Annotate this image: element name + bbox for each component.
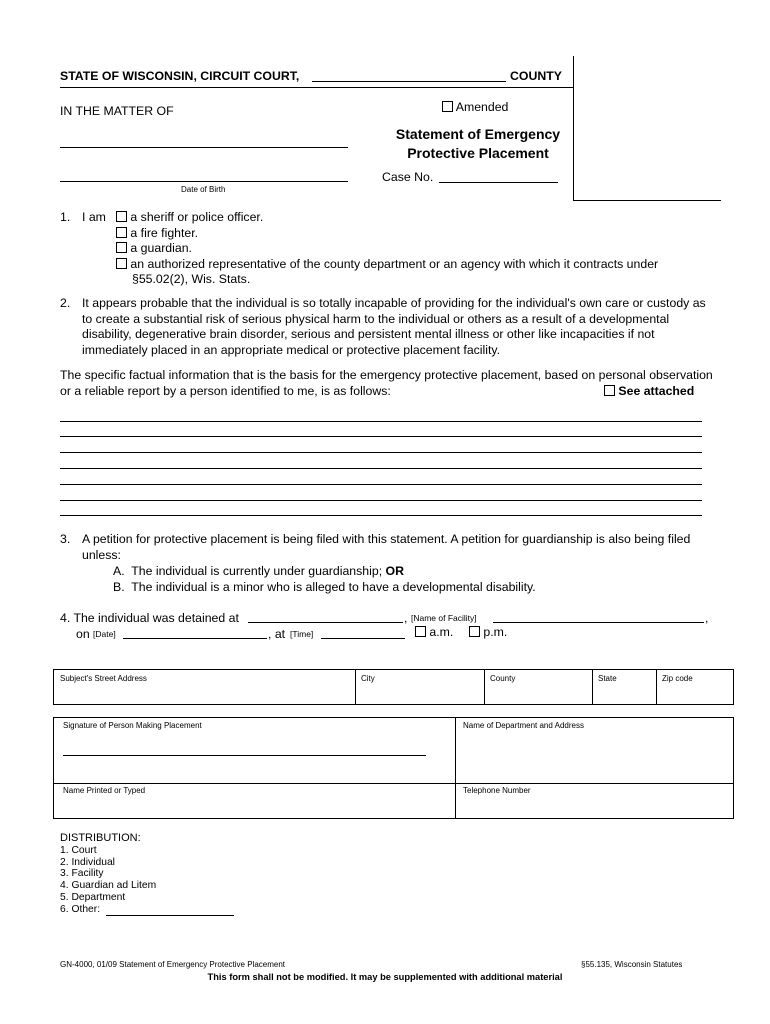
facility-label: [Name of Facility] — [411, 613, 477, 623]
factual-line-1[interactable] — [60, 421, 702, 422]
am-checkbox[interactable] — [415, 626, 426, 637]
distribution-list — [60, 845, 156, 915]
see-attached-checkbox[interactable] — [604, 385, 615, 396]
individual-name-line[interactable] — [60, 147, 348, 148]
date-of-birth-line[interactable] — [60, 181, 348, 182]
department-field[interactable]: Name of Department and Address — [463, 721, 584, 730]
signature-row-divider — [53, 783, 734, 784]
factual-line-6[interactable] — [60, 500, 702, 501]
city-field[interactable]: City — [361, 674, 375, 683]
form-notice: This form shall not be modified. It may be supplemented with additional material — [207, 972, 563, 982]
option-guardian — [116, 241, 658, 257]
address-box — [53, 669, 734, 705]
pm-option — [469, 625, 507, 639]
name-printed-field[interactable]: Name Printed or Typed — [63, 786, 146, 795]
date-of-birth-label: Date of Birth — [181, 185, 226, 194]
item2-line: disability, degenerative brain disorder, serious and persistent mental illness or other like incapacities if not — [82, 327, 655, 342]
signature-field-label: Signature of Person Making Placement — [63, 721, 202, 730]
distribution-item: 4. Guardian ad Litem — [60, 880, 157, 892]
factual-line-5[interactable] — [60, 484, 702, 485]
amended-checkbox[interactable] — [442, 101, 453, 112]
statute-reference: §55.135, Wisconsin Statutes — [581, 960, 683, 969]
item3-line2: unless: — [82, 547, 121, 562]
see-attached-option — [604, 384, 694, 398]
factual-line1: The specific factual information that is the basis for the emergency protective placement, based on personal observation — [60, 368, 713, 382]
county-label: COUNTY — [510, 69, 562, 83]
time-line[interactable] — [321, 638, 405, 639]
header-divider-top — [573, 56, 574, 87]
other-line[interactable] — [106, 915, 234, 916]
factual-line-3[interactable] — [60, 452, 702, 453]
item1-lead: I am — [82, 210, 106, 224]
see-attached-label: See attached — [618, 384, 695, 398]
date-line[interactable] — [123, 638, 267, 639]
county-field[interactable]: County — [490, 674, 516, 683]
pm-checkbox[interactable] — [469, 626, 480, 637]
item1-options — [116, 210, 658, 288]
time-label: [Time] — [290, 629, 314, 639]
item4-comma2: , — [705, 611, 709, 625]
item4-at: , at — [268, 627, 286, 641]
item3-a-label: A. — [113, 564, 125, 578]
distribution-item: 1. Court — [60, 845, 97, 856]
item4-comma1: , — [404, 611, 408, 625]
item3-option-b — [113, 580, 536, 596]
item3-option-a — [113, 564, 536, 580]
factual-line-7[interactable] — [60, 515, 702, 516]
item1-number: 1. — [60, 210, 71, 224]
header-rule-right — [573, 200, 721, 201]
in-the-matter-of-label: IN THE MATTER OF — [60, 104, 174, 118]
item3-a-or: OR — [385, 564, 404, 578]
option-sheriff-label: a sheriff or police officer. — [130, 210, 264, 224]
item2-line: to create a substantial risk of serious physical harm to the individual or others as a result of a developmental — [82, 311, 670, 326]
am-option — [415, 625, 453, 639]
distribution-item: 5. Department — [60, 891, 126, 903]
fire-fighter-checkbox[interactable] — [116, 227, 127, 238]
case-no-label: Case No. — [382, 170, 434, 184]
representative-checkbox[interactable] — [116, 258, 127, 269]
address-divider-city — [355, 669, 356, 705]
case-no-line[interactable] — [439, 182, 558, 183]
amended-label: Amended — [455, 100, 509, 114]
item3-line1: A petition for protective placement is being filed with this statement. A petition for guardianship is also being filed — [82, 532, 691, 546]
item3-b-label: B. — [113, 579, 125, 594]
guardian-checkbox[interactable] — [116, 242, 127, 253]
item2-line: It appears probable that the individual is so totally incapable of providing for the individual's own care or custody as — [82, 296, 706, 310]
telephone-field[interactable]: Telephone Number — [463, 786, 531, 795]
county-name-line[interactable] — [312, 81, 506, 82]
signature-box — [53, 717, 734, 819]
distribution-item: 6. Other: — [60, 903, 101, 915]
option-representative — [116, 257, 658, 273]
signature-line[interactable] — [63, 755, 426, 756]
detained-location-line[interactable] — [248, 622, 403, 623]
factual-line-4[interactable] — [60, 468, 702, 469]
item3-text — [82, 532, 690, 564]
option-representative-cont: §55.02(2), Wis. Stats. — [132, 272, 251, 287]
distribution-title: DISTRIBUTION: — [60, 832, 141, 844]
item4-on: on — [76, 627, 90, 641]
form-id: GN-4000, 01/09 Statement of Emergency Protective Placement — [60, 960, 286, 969]
item2-text — [82, 296, 706, 359]
factual-line-2[interactable] — [60, 436, 702, 437]
header-rule — [60, 87, 573, 88]
street-address-field[interactable]: Subject's Street Address — [60, 674, 147, 683]
option-representative-label: an authorized representative of the county department or an agency with which it contracts under — [130, 256, 659, 271]
am-label: a.m. — [429, 625, 454, 639]
state-court-label: STATE OF WISCONSIN, CIRCUIT COURT, — [60, 69, 300, 83]
zip-field[interactable]: Zip code — [662, 674, 693, 683]
amended-option — [442, 100, 508, 114]
address-divider-county — [484, 669, 485, 705]
item3-number: 3. — [60, 532, 71, 546]
form-title — [360, 125, 596, 163]
facility-line[interactable] — [493, 622, 704, 623]
option-sheriff — [116, 210, 658, 226]
pm-label: p.m. — [483, 625, 508, 639]
item3-options — [113, 564, 536, 596]
item2-line: immediately placed in an appropriate medical or protective placement facility. — [82, 343, 501, 358]
form-title-line2: Protective Placement — [407, 145, 549, 161]
option-fire-fighter — [116, 226, 658, 242]
form-title-line1: Statement of Emergency — [395, 126, 561, 142]
item4-lead: 4. The individual was detained at — [60, 611, 239, 625]
address-divider-state — [592, 669, 593, 705]
sheriff-checkbox[interactable] — [116, 211, 127, 222]
address-divider-zip — [656, 669, 657, 705]
option-fire-fighter-label: a fire fighter. — [130, 225, 199, 240]
distribution-item: 3. Facility — [60, 868, 104, 880]
item3-b-text: The individual is a minor who is alleged to have a developmental disability. — [131, 579, 536, 594]
distribution-item: 2. Individual — [60, 856, 115, 868]
date-label: [Date] — [93, 629, 116, 639]
item3-a-text: The individual is currently under guardianship; — [131, 564, 386, 578]
option-guardian-label: a guardian. — [130, 241, 192, 256]
state-field[interactable]: State — [598, 674, 617, 683]
item2-number: 2. — [60, 296, 71, 310]
signature-divider — [455, 717, 456, 819]
factual-line2: or a reliable report by a person identified to me, is as follows: — [60, 383, 391, 398]
